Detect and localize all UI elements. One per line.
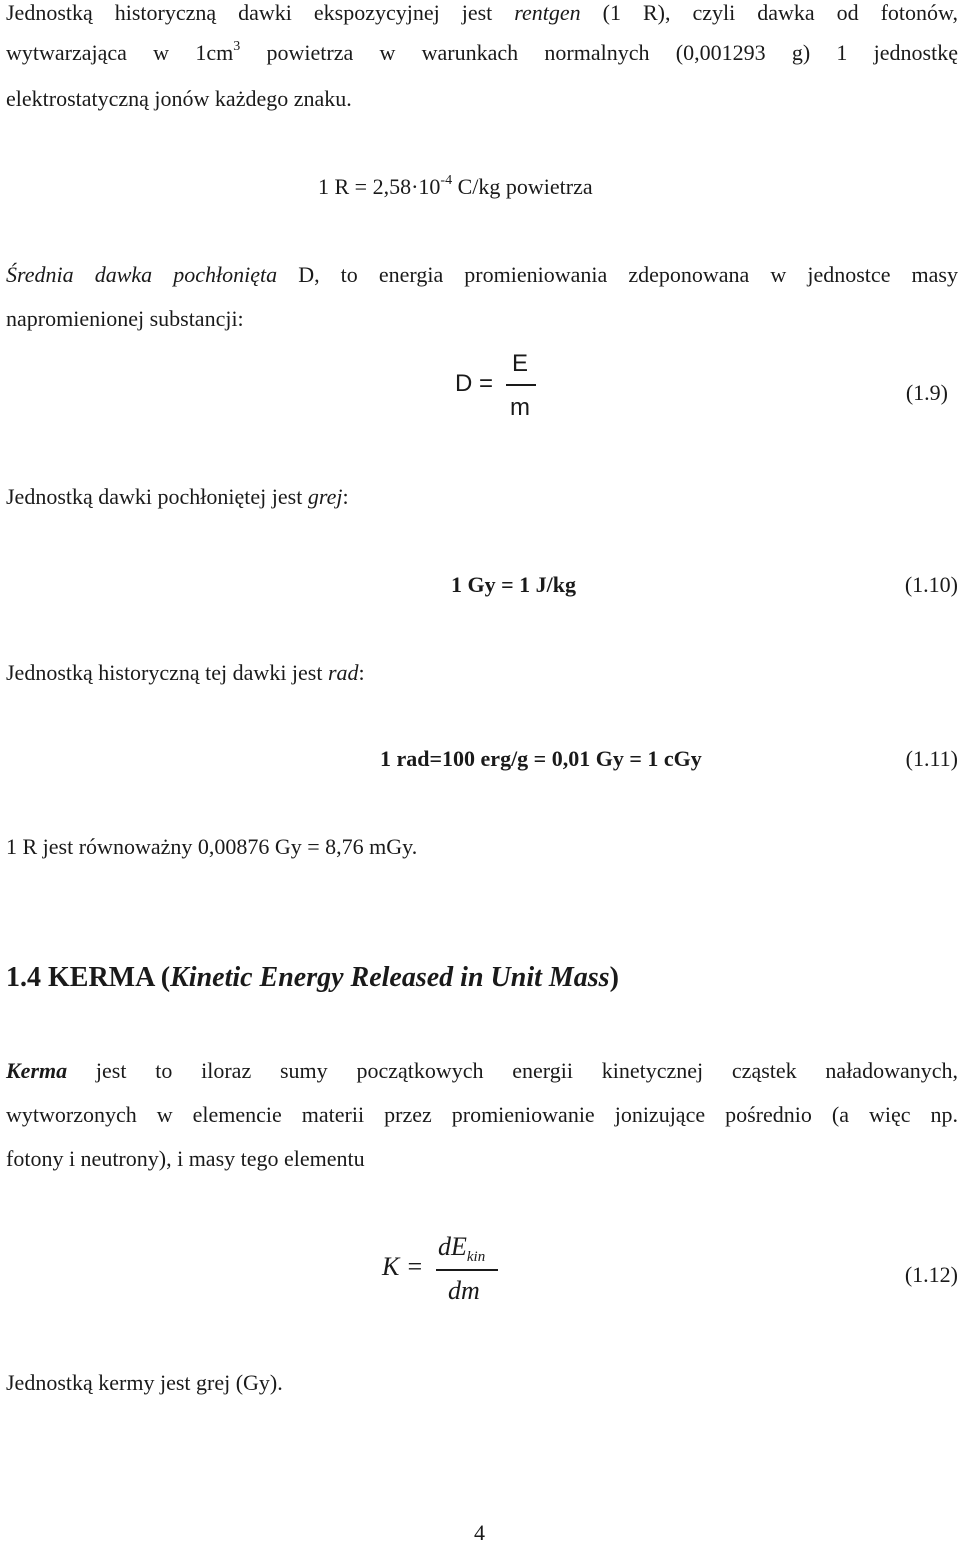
paragraph-3: Jednostką dawki pochłoniętej jest grej: [6, 484, 349, 509]
paragraph-4: Jednostką historyczną tej dawki jest rad: [6, 660, 365, 685]
paragraph-2-line-2 [6, 306, 958, 332]
equation-roentgen: 1 $R = 2,58\cdot 10^{-4}$ C/kg powietrza [318, 173, 593, 199]
paragraph-6-line-3 [6, 1146, 958, 1172]
equation-number: (1.9) [905, 380, 948, 405]
bold-italic-term-kerma: Kerma [6, 1058, 68, 1083]
subscript: kin [466, 1249, 486, 1265]
italic-term-grej: grej [307, 484, 343, 509]
text: jest to iloraz sumy początkowych energii kinetycznej cząstek naładowanych, [95, 1058, 958, 1083]
fraction-bar [436, 1269, 498, 1271]
italic-term-rentgen: rentgen [514, 0, 581, 25]
equation-number: (1.10) [904, 572, 958, 597]
fraction-numerator: $dE_{kin}$ [438, 1232, 486, 1265]
paragraph-2-line-1 [6, 262, 958, 288]
text: elektrostatyczną jonów każdego znaku. [6, 86, 352, 111]
text: napromienionej substancji: [6, 306, 244, 331]
paragraph-6-line-2 [6, 1102, 958, 1128]
fraction-numerator: E [512, 350, 529, 377]
section-heading: 1.4 KERMA (Kinetic Energy Released in Unit Mass) [6, 962, 619, 993]
text: D, to energia promieniowania zdeponowana w jednostce masy [298, 262, 958, 287]
equation-expression: 1 Gy = 1 J/kg [451, 572, 576, 597]
equation-number: (1.11) [905, 746, 958, 771]
text: Jednostką historyczną dawki ekspozycyjnej jest [6, 0, 493, 25]
paragraph-5: 1 R jest równoważny 0,00876 Gy = 8,76 mGy. [6, 834, 418, 859]
paragraph-7: Jednostką kermy jest grej (Gy). [6, 1370, 283, 1395]
equation-lhs: D = [455, 370, 494, 397]
superscript: -4 [440, 173, 453, 188]
paragraph-6-line-1 [6, 1058, 958, 1084]
text: wytwarzająca w $1cm^3$ [6, 39, 241, 65]
paragraph-1-line-3 [6, 86, 958, 112]
paragraph-1-line-2 [6, 40, 958, 66]
text: (1 R), czyli dawka od fotonów, [602, 0, 959, 25]
italic-term-mean-absorbed-dose: Średnia dawka pochłonięta [6, 262, 278, 287]
fraction-denominator: dm [448, 1276, 480, 1305]
text: wytworzonych w elemencie materii przez promieniowanie jonizujące pośrednio (a więc np. [6, 1102, 958, 1127]
superscript: 3 [233, 39, 241, 54]
italic-term-rad: rad [327, 660, 359, 685]
equation-expression: 1 rad=100 erg/g = 0,01 Gy = 1 cGy [380, 746, 702, 771]
equation-number: (1.12) [904, 1262, 958, 1287]
fraction-denominator: m [510, 394, 530, 421]
text: powietrza w warunkach normalnych (0,001293 g) 1 jednostkę [266, 40, 958, 65]
equation-lhs: K = [382, 1252, 424, 1281]
page-number: 4 [474, 1520, 485, 1545]
text: fotony i neutrony), i masy tego elementu [6, 1146, 365, 1171]
fraction-bar [506, 384, 536, 386]
paragraph-1-line-1 [6, 0, 958, 26]
